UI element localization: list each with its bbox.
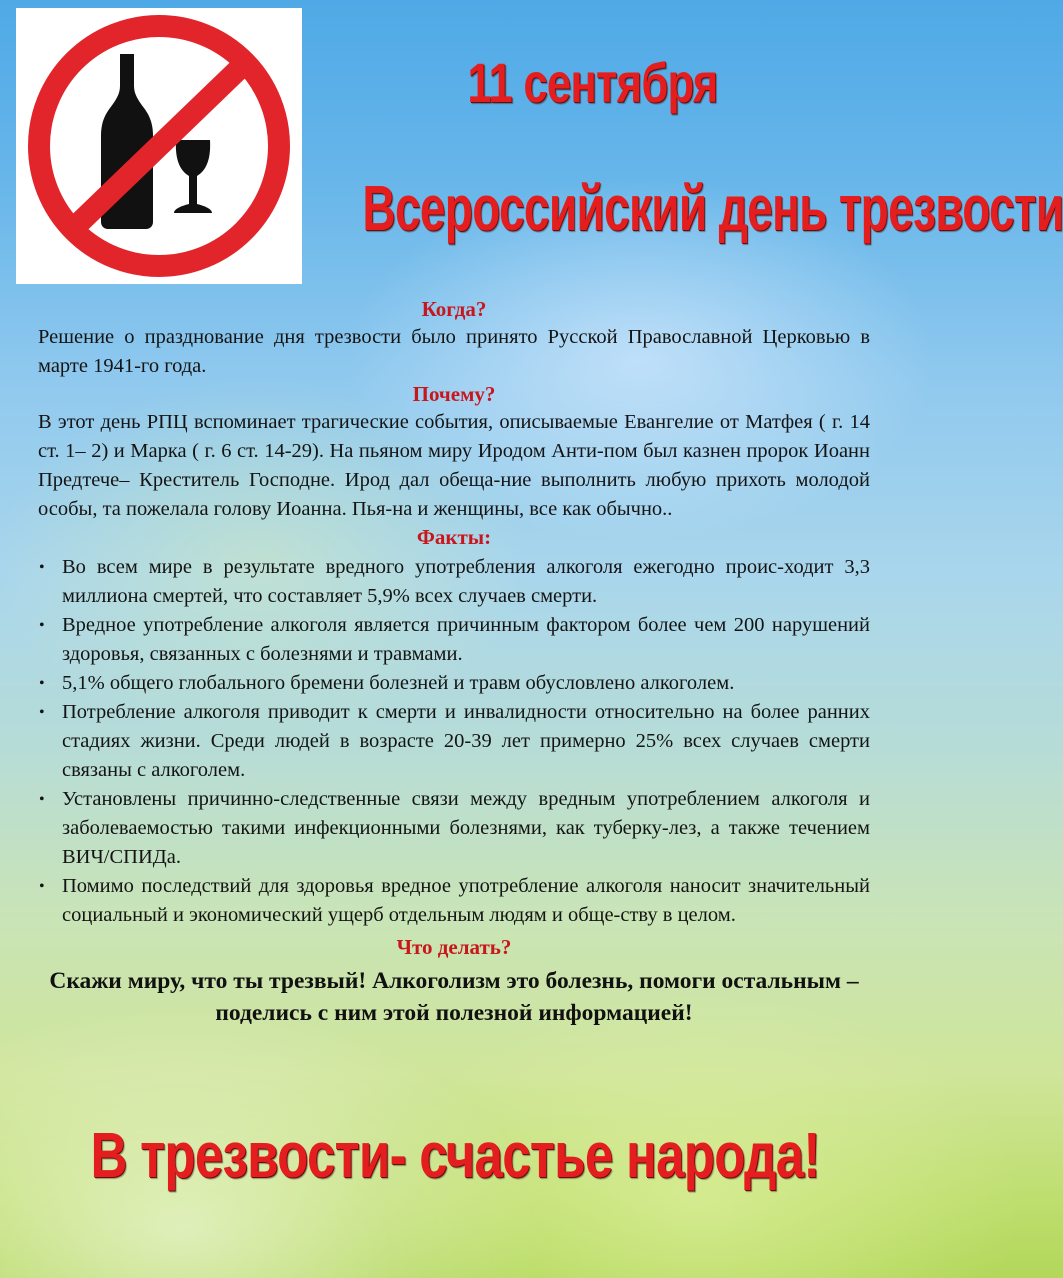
when-text: Решение о празднование дня трезвости было принято Русской Православной Церковью в марте 1941-го года. [38, 326, 870, 377]
no-alcohol-icon [16, 8, 302, 284]
what-to-do-heading: Что делать? [396, 935, 512, 959]
bullet-icon: • [39, 675, 45, 692]
fact-text: Установлены причинно-следственные связи между вредным употреблением алкоголя и заболеваемостью такими инфекционными болезнями, как туберку-лез, а также течением ВИЧ/СПИДа. [62, 788, 870, 868]
bullet-icon: • [39, 878, 45, 895]
fact-text: Потребление алкоголя приводит к смерти и инвалидности относительно на более ранних стадиях жизни. Среди людей в возрасте 20-39 лет примерно 25% всех случаев смерти связаны с алкоголем. [62, 701, 870, 781]
fact-item [38, 872, 870, 930]
call-to-action: Скажи миру, что ты трезвый! Алкоголизм это болезнь, помоги остальным –поделись с ним этой полезной информацией! [49, 968, 859, 1026]
no-alcohol-sign [16, 8, 302, 284]
why-text: В этот день РПЦ вспоминает трагические события, описываемые Евангелие от Матфея ( г. 14 ст. 1– 2) и Марка ( г. 6 ст. 14-29). На пьяном миру Иродом Анти-пом был казнен пророк Иоанн Предтече– Креститель Господне. Ирод дал обеща-ние выполнить любую прихоть молодой особы, та пожелала голову Иоанна. Пья-на и женщины, все как обычно.. [38, 411, 870, 520]
bullet-icon: • [39, 559, 45, 576]
facts-list [38, 553, 870, 930]
slogan: В трезвости- счастье народа! [90, 1119, 820, 1191]
event-title: Всероссийский день трезвости [362, 172, 1063, 244]
bullet-icon: • [39, 617, 45, 634]
fact-text: Вредное употребление алкоголя является причинным фактором более чем 200 нарушений здоровья, связанных с болезнями и травмами. [62, 614, 870, 665]
fact-item [38, 785, 870, 872]
bullet-icon: • [39, 791, 45, 808]
facts-heading: Факты: [416, 525, 492, 549]
bullet-icon: • [39, 704, 45, 721]
fact-text: Помимо последствий для здоровья вредное употребление алкоголя наносит значительный социальный и экономический ущерб отдельным людям и обще-ству в целом. [62, 875, 870, 926]
date-title: 11 сентября [467, 51, 718, 114]
fact-item [38, 553, 870, 611]
fact-text: Во всем мире в результате вредного употребления алкоголя ежегодно проис-ходит 3,3 миллиона смертей, что составляет 5,9% всех случаев смерти. [62, 556, 870, 607]
fact-item [38, 698, 870, 785]
fact-item [38, 611, 870, 669]
when-heading: Когда? [421, 297, 487, 321]
poster-content [38, 296, 870, 1029]
fact-item [38, 669, 870, 698]
fact-text: 5,1% общего глобального бремени болезней и травм обусловлено алкоголем. [62, 672, 735, 694]
why-heading: Почему? [412, 382, 496, 406]
